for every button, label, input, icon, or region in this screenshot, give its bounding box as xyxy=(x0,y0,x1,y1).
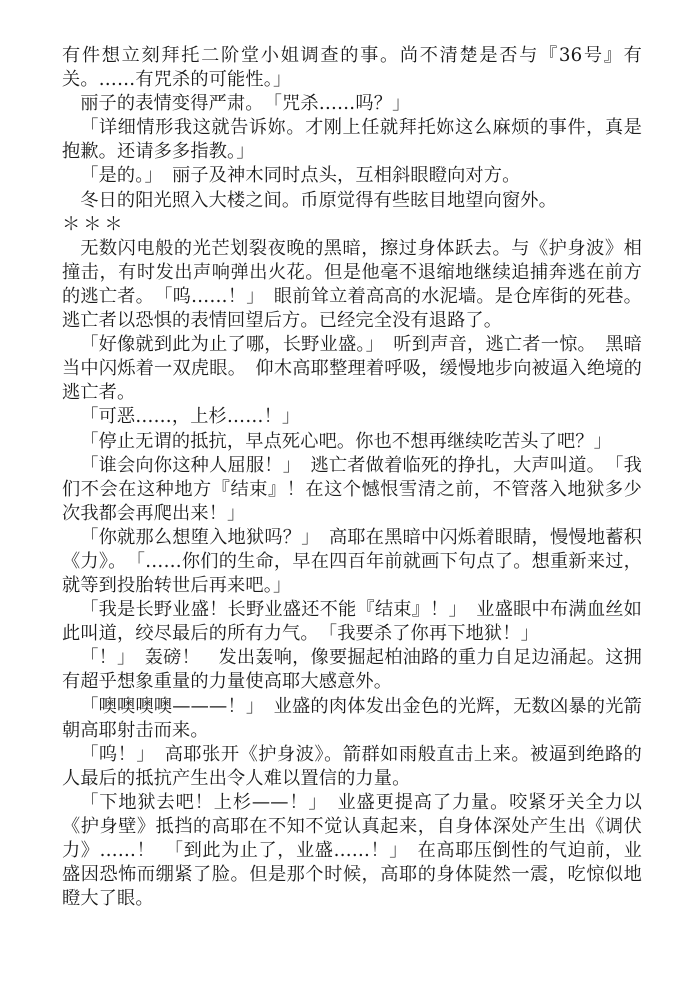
body-text xyxy=(62,44,642,911)
paragraph: 「可恶……，上杉……！」 xyxy=(80,406,301,428)
paragraph: 「噢噢噢噢———！」 业盛的肉体发出金色的光辉，无数凶暴的光箭朝高耶射击而来。 xyxy=(62,695,642,741)
paragraph: 「呜！」 高耶张开《护身波》。箭群如雨般直击上来。被逼到绝路的人最后的抵抗产生出令人难以置信的力量。 xyxy=(62,743,642,789)
paragraph: 「停止无谓的抵抗，早点死心吧。你也不想再继续吃苦头了吧？」 xyxy=(80,430,612,452)
paragraph: 「！」 轰磅！ 发出轰响，像要掘起柏油路的重力自足边涌起。这拥有超乎想象重量的力量使高耶大感意外。 xyxy=(62,647,642,693)
paragraph: 「谁会向你这种人屈服！」 逃亡者做着临死的挣扎，大声叫道。 「我们不会在这种地方『结束』！在这个憾恨雪清之前，不管落入地狱多少次我都会再爬出来！」 xyxy=(62,454,642,524)
paragraph: 「你就那么想堕入地狱吗？」 高耶在黑暗中闪烁着眼睛，慢慢地蓄积《力》。 「……你们的生命，早在四百年前就画下句点了。想重新来过，就等到投胎转世后再来吧。」 xyxy=(62,526,642,597)
paragraph: 有件想立刻拜托二阶堂小姐调查的事。尚不清楚是否与『36号』有关。……有咒杀的可能性。」 xyxy=(62,45,642,91)
paragraph: 冬日的阳光照入大楼之间。币原觉得有些眩目地望向窗外。 xyxy=(80,189,557,211)
paragraph: 无数闪电般的光芒划裂夜晚的黑暗，擦过身体跃去。与《护身波》相撞击，有时发出声响弹出火花。但是他毫不退缩地继续追捕奔逃在前方的逃亡者。 「呜……！」 眼前耸立着高高的水泥墙。是仓库街的死巷。逃亡者以恐惧的表情回望后方。已经完全没有退路了。 xyxy=(62,237,642,332)
section-separator: ＊＊＊ xyxy=(62,213,126,235)
paragraph: 丽子的表情变得严肃。 「咒杀……吗？」 xyxy=(80,93,411,115)
paragraph: 「好像就到此为止了哪，长野业盛。」 听到声音，逃亡者一惊。 黑暗当中闪烁着一双虎眼。 仰木高耶整理着呼吸，缓慢地步向被逼入绝境的逃亡者。 xyxy=(62,334,642,404)
paragraph: 「是的。」 丽子及神木同时点头，互相斜眼瞪向对方。 xyxy=(80,165,521,187)
paragraph: 「详细情形我这就告诉妳。才刚上任就拜托妳这么麻烦的事件，真是抱歉。还请多多指教。」 xyxy=(62,117,642,163)
paragraph: 「下地狱去吧！上杉——！」 业盛更提高了力量。咬紧牙关全力以《护身壁》抵挡的高耶在不知不觉认真起来，自身体深处产生出《调伏力》……！ 「到此为止了，业盛……！」 在高耶压倒性的气迫前，业盛因恐怖而绷紧了脸。但是那个时候，高耶的身体陡然一震，吃惊似地瞪大了眼。 xyxy=(62,791,642,910)
paragraph: 「我是长野业盛！长野业盛还不能『结束』！」 业盛眼中布满血丝如此叫道，绞尽最后的所有力气。 「我要杀了你再下地狱！」 xyxy=(62,599,642,645)
